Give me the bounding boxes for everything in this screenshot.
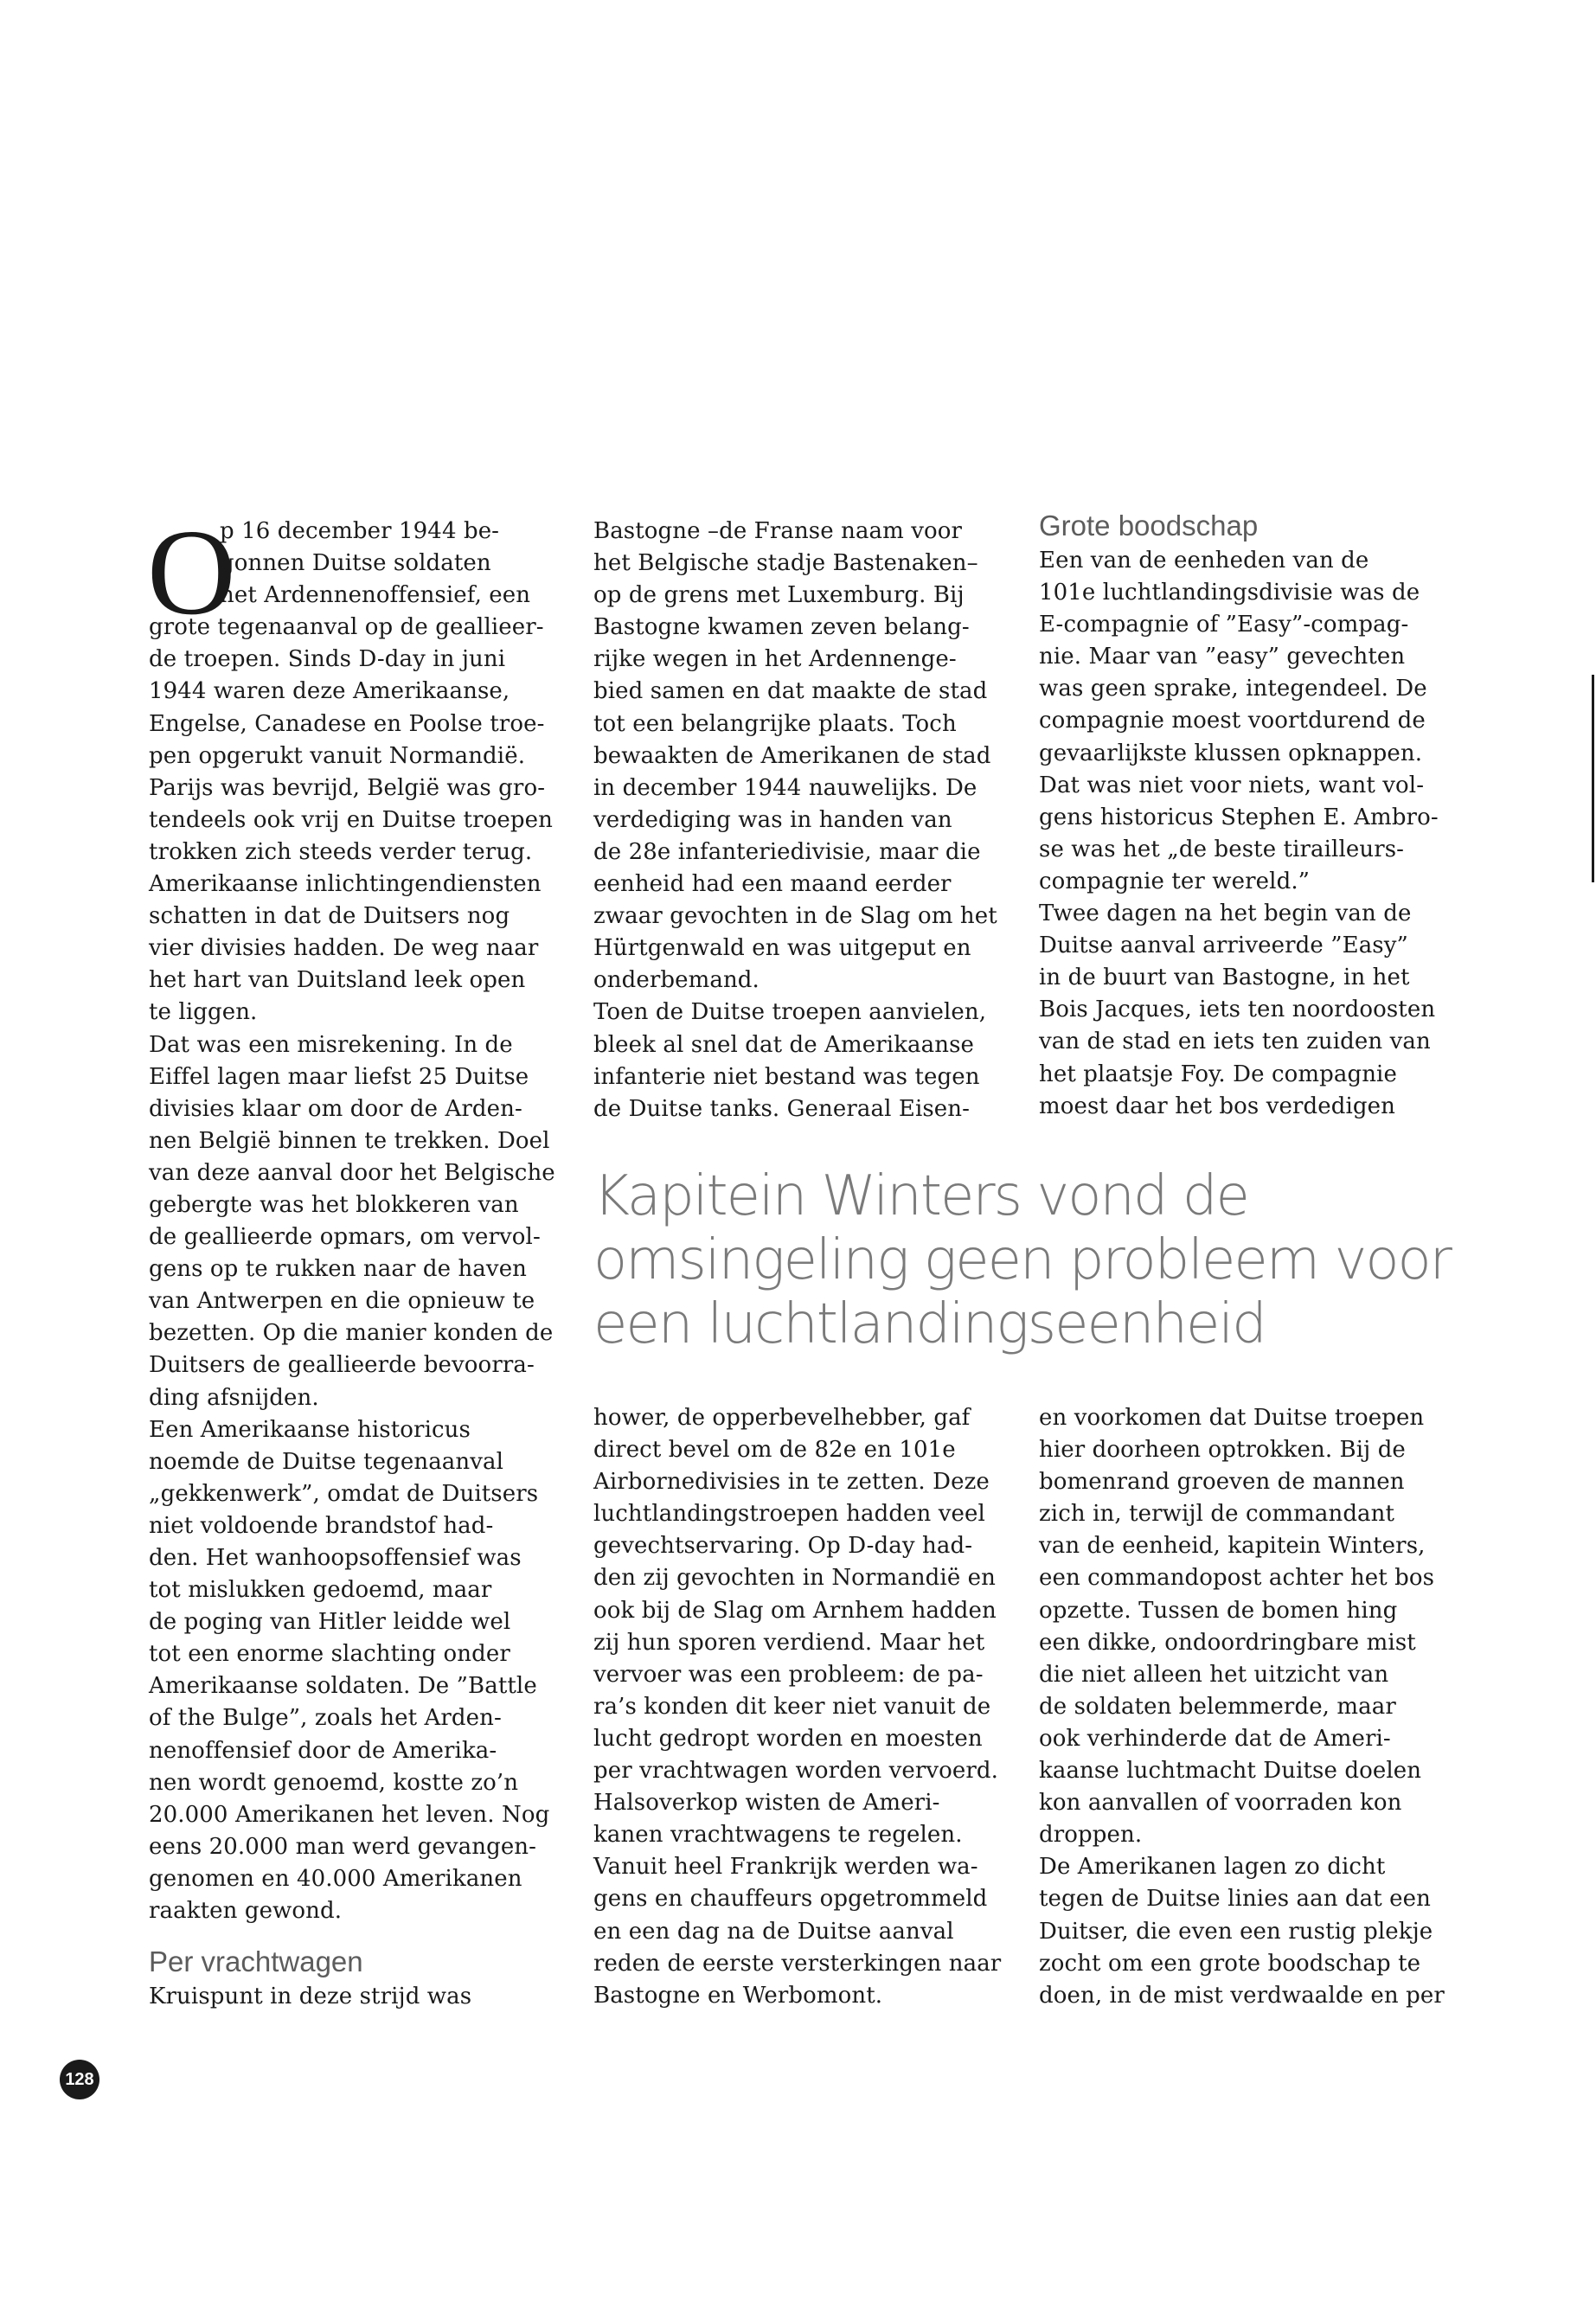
text-line: de 28e infanteriedivisie, maar die <box>593 838 981 865</box>
text-line: doen, in de mist verdwaalde en per <box>1039 1982 1445 2009</box>
text-line: gens op te rukken naar de haven <box>149 1256 528 1283</box>
subheading-per-vrachtwagen: Per vrachtwagen <box>149 1945 363 1978</box>
text-line: Duitse aanval arriveerde ”Easy” <box>1039 933 1408 959</box>
text-line: genomen en 40.000 Amerikanen <box>149 1865 522 1892</box>
text-line: van Antwerpen en die opnieuw te <box>149 1288 535 1315</box>
text-line: vervoer was een probleem: de pa- <box>593 1661 984 1688</box>
text-line: op de grens met Luxemburg. Bij <box>593 582 965 609</box>
text-line: lucht gedropt worden en moesten <box>593 1725 983 1752</box>
text-line: Eiffel lagen maar liefst 25 Duitse <box>149 1063 529 1090</box>
text-line: Bois Jacques, iets ten noordoosten <box>1039 997 1436 1023</box>
text-line: kon aanvallen of voorraden kon <box>1039 1790 1402 1817</box>
text-line: 20.000 Amerikanen het leven. Nog <box>149 1801 550 1828</box>
text-line: Bastogne en Werbomont. <box>593 1982 883 2009</box>
text-line: kanen vrachtwagens te regelen. <box>593 1822 963 1849</box>
text-line: nie. Maar van ”easy” gevechten <box>1039 644 1406 670</box>
col1-opening-lines <box>149 516 564 612</box>
text-line: gonnen Duitse soldaten <box>220 550 491 577</box>
text-line: droppen. <box>1039 1822 1143 1849</box>
page-number-badge: 128 <box>60 2060 99 2099</box>
text-line: bezetten. Op die manier konden de <box>149 1320 554 1347</box>
text-line: luchtlandingstroepen hadden veel <box>593 1501 985 1528</box>
article-column-3-top <box>1039 507 1454 1123</box>
text-line: infanterie niet bestand was tegen <box>593 1063 980 1090</box>
text-line: compagnie ter wereld.” <box>1039 868 1311 894</box>
text-line: Bastogne –de Franse naam voor <box>593 518 963 544</box>
text-line: „gekkenwerk”, omdat de Duitsers <box>149 1480 539 1507</box>
text-line: een commandopost achter het bos <box>1039 1565 1435 1592</box>
article-column-2-top <box>593 516 1009 1125</box>
col1-body <box>149 612 564 1927</box>
text-line: van de stad en iets ten zuiden van <box>1039 1029 1431 1055</box>
text-line: Vanuit heel Frankrijk werden wa- <box>593 1854 978 1881</box>
text-line: den. Het wanhoopsoffensief was <box>149 1545 522 1571</box>
text-line: bewaakten de Amerikanen de stad <box>593 742 991 769</box>
text-line: verdediging was in handen van <box>593 806 952 833</box>
text-line: Kruispunt in deze strijd was <box>149 1984 472 2010</box>
text-line: schatten in dat de Duitsers nog <box>149 903 510 930</box>
text-line: E-compagnie of ”Easy”-compag- <box>1039 612 1409 638</box>
text-line: zij hun sporen verdiend. Maar het <box>593 1629 985 1656</box>
text-line: raakten gewond. <box>149 1898 343 1925</box>
text-line: Engelse, Canadese en Poolse troe- <box>149 710 545 737</box>
text-line: p 16 december 1944 be- <box>220 518 500 544</box>
text-line: moest daar het bos verdedigen <box>1039 1093 1396 1119</box>
text-line: tendeels ook vrij en Duitse troepen <box>149 806 553 833</box>
text-line: compagnie moest voortdurend de <box>1039 708 1426 734</box>
text-line: Duitser, die even een rustig plekje <box>1039 1918 1433 1945</box>
text-line: Een Amerikaanse historicus <box>149 1416 471 1443</box>
text-line: bied samen en dat maakte de stad <box>593 678 988 705</box>
text-line: van deze aanval door het Belgische <box>149 1159 555 1186</box>
text-line: het Ardennenoffensief, een <box>220 582 531 609</box>
text-line: Parijs was bevrijd, België was gro- <box>149 774 546 801</box>
text-line: Dat was niet voor niets, want vol- <box>1039 772 1425 798</box>
text-line: tot mislukken gedoemd, maar <box>149 1577 492 1604</box>
article-column-1 <box>149 516 564 2013</box>
text-line: De Amerikanen lagen zo dicht <box>1039 1854 1386 1881</box>
text-line: Duitsers de geallieerde bevoorra- <box>149 1352 535 1379</box>
text-line: te liggen. <box>149 999 258 1026</box>
text-line: hower, de opperbevelhebber, gaf <box>593 1405 971 1431</box>
text-line: was geen sprake, integendeel. De <box>1039 676 1427 702</box>
text-line: vier divisies hadden. De weg naar <box>149 935 539 962</box>
text-line: per vrachtwagen worden vervoerd. <box>593 1758 999 1785</box>
text-line: het hart van Duitsland leek open <box>149 967 526 994</box>
text-line: niet voldoende brandstof had- <box>149 1512 494 1539</box>
text-line: de poging van Hitler leidde wel <box>149 1609 511 1636</box>
text-line: reden de eerste versterkingen naar <box>593 1950 1002 1977</box>
text-line: van de eenheid, kapitein Winters, <box>1039 1533 1426 1560</box>
text-line: Airbornedivisies in te zetten. Deze <box>593 1469 990 1496</box>
text-line: Amerikaanse inlichtingendiensten <box>149 871 542 898</box>
text-line: noemde de Duitse tegenaanval <box>149 1448 504 1475</box>
text-line: zich in, terwijl de commandant <box>1039 1501 1395 1528</box>
text-line: Twee dagen na het begin van de <box>1039 901 1412 927</box>
text-line: gens en chauffeurs opgetrommeld <box>593 1886 988 1913</box>
text-line: rijke wegen in het Ardennenge- <box>593 646 957 673</box>
drop-cap: O <box>147 503 236 640</box>
text-line: gebergte was het blokkeren van <box>149 1191 519 1218</box>
text-line: bleek al snel dat de Amerikaanse <box>593 1031 975 1058</box>
text-line: een dikke, ondoordringbare mist <box>1039 1629 1416 1656</box>
text-line: Dat was een misrekening. In de <box>149 1031 513 1058</box>
text-line: en een dag na de Duitse aanval <box>593 1918 954 1945</box>
pull-quote-line: een luchtlandingseenheid <box>593 1292 1266 1356</box>
text-line: opzette. Tussen de bomen hing <box>1039 1597 1398 1624</box>
text-line: in de buurt van Bastogne, in het <box>1039 965 1410 991</box>
text-line: eens 20.000 man werd gevangen- <box>149 1833 537 1860</box>
page-edge-mark <box>1592 675 1594 882</box>
pull-quote-line: omsingeling geen probleem voor <box>593 1228 1451 1292</box>
text-line: nen wordt genoemd, kostte zo’n <box>149 1769 519 1796</box>
text-line: de troepen. Sinds D-day in juni <box>149 646 506 673</box>
text-line: tot een belangrijke plaats. Toch <box>593 710 957 737</box>
text-line: hier doorheen optrokken. Bij de <box>1039 1437 1406 1464</box>
text-line: het plaatsje Foy. De compagnie <box>1039 1061 1397 1087</box>
text-line: gevechtservaring. Op D-day had- <box>593 1533 973 1560</box>
text-line: tot een enorme slachting onder <box>149 1641 510 1668</box>
text-line: divisies klaar om door de Arden- <box>149 1095 522 1122</box>
text-line: eenheid had een maand eerder <box>593 871 952 898</box>
subheading-grote-boodschap: Grote boodschap <box>1039 510 1259 542</box>
text-line: kaanse luchtmacht Duitse doelen <box>1039 1758 1422 1785</box>
pull-quote <box>593 1164 1562 1356</box>
text-line: nenoffensief door de Amerika- <box>149 1737 497 1764</box>
text-line: 101e luchtlandingsdivisie was de <box>1039 580 1420 606</box>
text-line: zwaar gevochten in de Slag om het <box>593 903 997 930</box>
text-line: de geallieerde opmars, om vervol- <box>149 1224 541 1251</box>
text-line: tegen de Duitse linies aan dat een <box>1039 1886 1431 1913</box>
text-line: ra’s konden dit keer niet vanuit de <box>593 1693 991 1720</box>
text-line: trokken zich steeds verder terug. <box>149 838 533 865</box>
text-line: ook bij de Slag om Arnhem hadden <box>593 1597 997 1624</box>
article-column-2-bottom <box>593 1402 1009 2012</box>
text-line: en voorkomen dat Duitse troepen <box>1039 1405 1425 1431</box>
text-line: gens historicus Stephen E. Ambro- <box>1039 804 1439 830</box>
text-line: Bastogne kwamen zeven belang- <box>593 614 970 641</box>
text-line: zocht om een grote boodschap te <box>1039 1950 1421 1977</box>
text-line: de Duitse tanks. Generaal Eisen- <box>593 1095 971 1122</box>
text-line: Een van de eenheden van de <box>1039 548 1369 574</box>
text-line: direct bevel om de 82e en 101e <box>593 1437 956 1464</box>
text-line: ook verhinderde dat de Ameri- <box>1039 1725 1391 1752</box>
text-line: se was het „de beste tirailleurs- <box>1039 836 1405 862</box>
text-line: nen België binnen te trekken. Doel <box>149 1127 550 1154</box>
text-line: of the Bulge”, zoals het Arden- <box>149 1705 502 1732</box>
text-line: Amerikaanse soldaten. De ”Battle <box>149 1673 537 1700</box>
text-line: Hürtgenwald en was uitgeput en <box>593 935 971 962</box>
text-line: den zij gevochten in Normandië en <box>593 1565 997 1592</box>
text-line: die niet alleen het uitzicht van <box>1039 1661 1389 1688</box>
text-line: ding afsnijden. <box>149 1384 319 1411</box>
text-line: Halsoverkop wisten de Ameri- <box>593 1790 940 1817</box>
text-line: grote tegenaanval op de geallieer- <box>149 614 544 641</box>
text-line: Toen de Duitse troepen aanvielen, <box>593 999 987 1026</box>
text-line: 1944 waren deze Amerikaanse, <box>149 678 510 705</box>
text-line: pen opgerukt vanuit Normandië. <box>149 742 526 769</box>
text-line: het Belgische stadje Bastenaken– <box>593 550 978 577</box>
article-column-3-bottom <box>1039 1402 1454 2012</box>
text-line: de soldaten belemmerde, maar <box>1039 1693 1396 1720</box>
text-line: in december 1944 nauwelijks. De <box>593 774 977 801</box>
text-line: onderbemand. <box>593 967 760 994</box>
text-line: gevaarlijkste klussen opknappen. <box>1039 740 1423 766</box>
text-line: bomenrand groeven de mannen <box>1039 1469 1405 1496</box>
pull-quote-line: Kapitein Winters vond de <box>593 1164 1248 1228</box>
